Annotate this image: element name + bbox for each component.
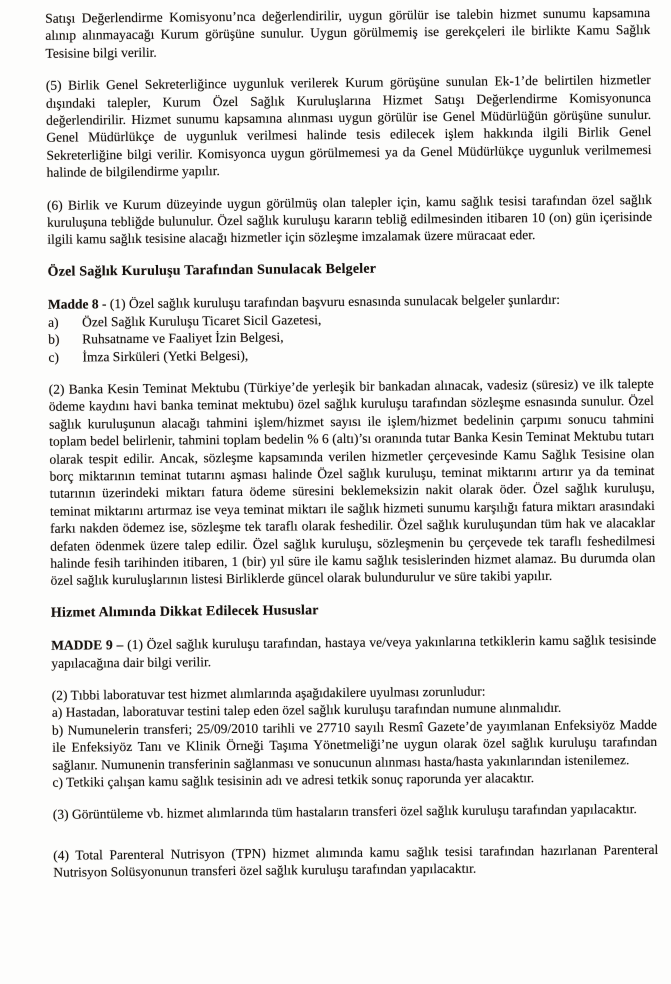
- list-text: Özel Sağlık Kuruluşu Ticaret Sicil Gazetesi,: [82, 311, 322, 330]
- paragraph: b) Numunelerin transferi; 25/09/2010 tarihli ve 27710 sayılı Resmî Gazete’de yayımlanan Enfeksiyöz Madde ile Enfeksiyöz Tanı ve Klinik Örneği Taşıma Yönetmeliği’ne uygun olarak özel sağlık kuruluşu tarafından sağlanır. Numunenin transferinin sağlanması ve sonucunun alınması hasta/hasta yakınlarından istenilemez.: [51, 716, 658, 773]
- paragraph: (2) Tıbbi laboratuvar test hizmet alımlarında aşağıdakilere uyulması zorunludur:: [51, 683, 486, 703]
- paragraph: (6) Birlik ve Kurum düzeyinde uygun görülmüş olan talepler için, kamu sağlık tesisi tarafından özel sağlık kuruluşuna tebliğde bulunulur. Özel sağlık kuruluşu kararın tebliğ edilmesinden itibaren 10 (on) gün içerisinde ilgili kamu sağlık tesisine alacağı hizmetler için sözleşme imzalamak üzere müracaat eder.: [46, 191, 653, 248]
- article-label: Madde 8 -: [47, 296, 107, 313]
- paragraph: Satışı Değerlendirme Komisyonu’nca değerlendirilir, uygun görülür ise talebin hizmet sunumu kapsamına alınıp alınmayacağı Kurum görüşüne sunulur. Uygun görülmemiş ise gerekçeleri ile birlikte Kamu Sağlık Tesisine bilgi verilir.: [45, 4, 651, 61]
- paragraph: (4) Total Parenteral Nutrisyon (TPN) hizmet alımında kamu sağlık tesisi tarafından hazırlanan Parenteral Nutrisyon Solüsyonunun transferi özel sağlık kuruluşu tarafından yapılacaktır.: [53, 841, 659, 880]
- article-paragraph: [51, 631, 656, 672]
- section-heading: Özel Sağlık Kuruluşu Tarafından Sunulacak Belgeler: [47, 261, 377, 280]
- article-text: (1) Özel sağlık kuruluşu tarafından başvuru esnasında sunulacak belgeler şunlardır:: [109, 292, 561, 312]
- list-marker: a): [48, 314, 59, 330]
- paragraph: c) Tetkiki çalışan kamu sağlık tesisinin adı ve adresi tetkik sonuç raporunda yer alacaktır.: [52, 770, 535, 790]
- section-heading: Hizmet Alımında Dikkat Edilecek Hususlar: [50, 602, 319, 621]
- list-marker: c): [48, 349, 59, 365]
- article-text: (1) Özel sağlık kuruluşu tarafından, hastaya ve/veya yakınlarına tetkiklerin kamu sağlık tesisinde yapılacağına dair bilgi verilir.: [51, 632, 657, 671]
- article-label: MADDE 9 –: [51, 637, 124, 653]
- list-text: İmza Sirküleri (Yetki Belgesi),: [82, 347, 249, 364]
- paragraph: (2) Banka Kesin Teminat Mektubu (Türkiye’de yerleşik bir bankadan alınacak, vadesiz (süresiz) ve ilk talepte ödeme kaydını havi banka teminat mektubu) özel sağlık kuruluşu tarafından sözleşme esnasında sunulur. Özel sağlık kuruluşunun alacağı tahmini işlem/hizmet sayısı ile işlem/hizmet bedelinin çarpımı sonucu tahmini toplam bedel belirlenir, tahmini toplam bedelin % 6 (altı)’sı oranında tutar Banka Kesin Teminat Mektubu tutarı olarak tespit edilir. Ancak, sözleşme kapsamında verilen hizmetler çerçevesinde Kamu Sağlık Tesisine olan borç miktarının teminat tutarını aşması halinde Özel sağlık kuruluşu, teminat miktarını artırır ya da teminat tutarının üzerindeki miktarı fatura ödeme süresini beklemeksizin nakit olarak öder. Özel sağlık kuruluşu, teminat miktarını artırmaz ise veya teminat miktarı ile sağlık hizmeti sunumu karşılığı fatura miktarı arasındaki farkı nakden ödemez ise, sözleşme tek taraflı olarak feshedilir. Özel sağlık kuruluşundan tüm hak ve alacaklar defaten ödenmek üzere talep edilir. Özel sağlık kuruluşu, sözleşmenin bu çerçevede tek taraflı feshedilmesi halinde fesih tarihinden itibaren, 1 (bir) yıl süre ile kamu sağlık tesislerinden hizmet alamaz. Bu durumda olan özel sağlık kuruluşlarının listesi Birliklerde güncel olarak bulundurulur ve süre takibi yapılır.: [48, 375, 656, 589]
- paragraph: a) Hastadan, laboratuvar testini talep eden özel sağlık kuruluşu tarafından numune alınmalıdır.: [51, 700, 562, 721]
- paragraph: (3) Görüntüleme vb. hizmet alımlarında tüm hastaların transferi özel sağlık kuruluşu tarafından yapılacaktır.: [52, 801, 637, 823]
- list-text: Ruhsatname ve Faaliyet İzin Belgesi,: [82, 329, 284, 347]
- list-marker: b): [48, 331, 60, 347]
- paragraph: (5) Birlik Genel Sekreterliğince uygunluk verilerek Kurum görüşüne sunulan Ek-1’de belirtilen hizmetler dışındaki talepler, Kurum Özel Sağlık Kuruluşlarına Hizmet Satışı Değerlendirme Komisyonunca değerlendirilir. Hizmet sunumu kapsamına alınması uygun görülür ise Genel Müdürlüğün görüşüne sunulur. Genel Müdürlükçe de uygunluk verilmesi halinde tesis edilecek işlem hakkında ilgili Birlik Genel Sekreterliğine bilgi verilir. Komisyonca uygun görülmemesi ya da Genel Müdürlükçe uygunluk verilmemesi halinde de bilgilendirme yapılır.: [45, 72, 652, 181]
